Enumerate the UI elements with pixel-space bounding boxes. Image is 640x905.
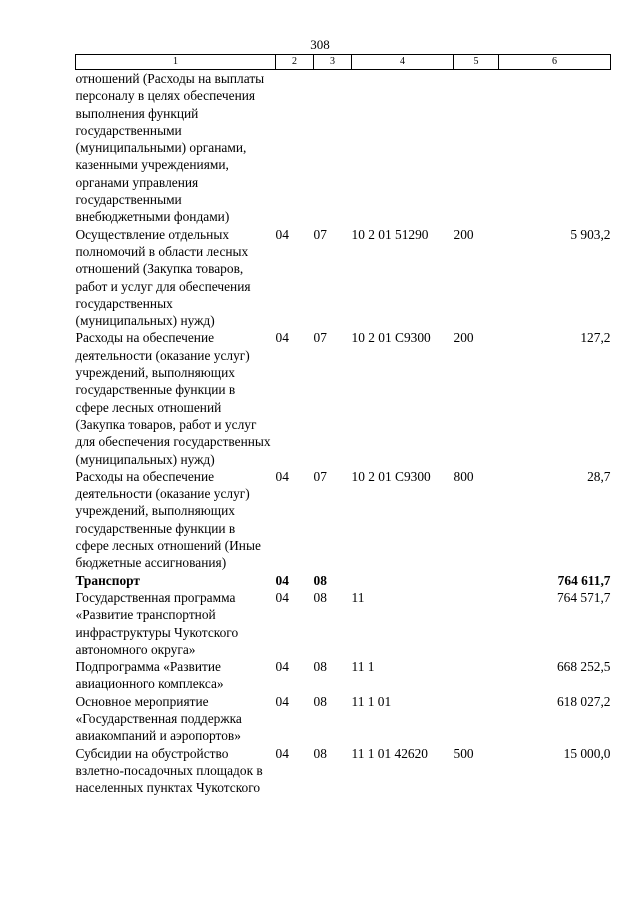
row-section-code: 04 <box>275 693 289 709</box>
row-expense-type <box>454 693 499 745</box>
row-target-article: 10 2 01 С9300 <box>351 330 431 346</box>
row-subsection-code: 08 <box>313 693 327 709</box>
row-expense-type <box>454 658 499 693</box>
table-row <box>76 226 611 330</box>
row-section-code: 04 <box>275 226 289 242</box>
row-amount: 764 611,7 <box>557 572 611 588</box>
row-target-article: 11 1 01 <box>351 693 392 709</box>
header-col-2: 2 <box>276 55 314 70</box>
row-name: отношений (Расходы на выплаты персоналу в целях обеспечения выполнения функций государственными (муниципальными) органами, казенными учреждениями, органами управления государственными внебюджетными фондами) <box>75 71 265 225</box>
row-expense-type: 200 <box>453 330 474 346</box>
row-name: Подпрограмма «Развитие авиационного комплекса» <box>75 659 224 692</box>
row-subsection-code: 08 <box>313 659 327 675</box>
row-subsection-code: 08 <box>313 572 327 588</box>
row-section-code: 04 <box>275 659 289 675</box>
row-amount: 5 903,2 <box>570 226 611 242</box>
row-name: Расходы на обеспечение деятельности (оказание услуг) учреждений, выполняющих государственные функции в сфере лесных отношений (Иные бюджетные ассигнования) <box>75 468 261 571</box>
header-col-6: 6 <box>499 55 611 70</box>
row-subsection-code: 07 <box>313 468 327 484</box>
row-target-article: 11 <box>351 589 365 605</box>
row-subsection-code: 07 <box>313 330 327 346</box>
row-target-article: 11 1 01 42620 <box>351 745 428 761</box>
row-amount: 618 027,2 <box>556 693 611 709</box>
row-amount: 764 571,7 <box>556 589 611 605</box>
row-section-code: 04 <box>275 330 289 346</box>
row-expense-type: 800 <box>453 468 474 484</box>
header-col-1: 1 <box>76 55 276 70</box>
row-expense-type <box>454 70 499 226</box>
row-target-article <box>352 70 454 226</box>
header-col-4: 4 <box>352 55 454 70</box>
row-name: Субсидии на обустройство взлетно-посадочных площадок в населенных пунктах Чукотского <box>75 745 263 796</box>
row-subsection-code: 08 <box>313 589 327 605</box>
table-row <box>76 745 611 797</box>
table-row <box>76 329 611 467</box>
row-name: Транспорт <box>75 572 140 588</box>
row-subsection-code <box>314 70 352 226</box>
row-expense-type <box>454 572 499 589</box>
page-number: 308 <box>310 37 330 52</box>
row-amount: 668 252,5 <box>556 659 611 675</box>
table-body <box>76 70 611 797</box>
row-subsection-code: 08 <box>313 745 327 761</box>
row-section-code: 04 <box>275 572 289 588</box>
header-col-3: 3 <box>314 55 352 70</box>
row-name: Осуществление отдельных полномочий в области лесных отношений (Закупка товаров, работ и услуг для обеспечения государственных (муниципальных) нужд) <box>75 226 251 329</box>
header-col-5: 5 <box>454 55 499 70</box>
table-row <box>76 589 611 658</box>
row-target-article <box>352 572 454 589</box>
row-subsection-code: 07 <box>313 226 327 242</box>
row-amount: 28,7 <box>587 468 611 484</box>
row-expense-type: 200 <box>453 226 474 242</box>
row-name: Основное мероприятие «Государственная поддержка авиакомпаний и аэропортов» <box>75 693 242 744</box>
table-row <box>76 572 611 589</box>
row-target-article: 11 1 <box>351 659 375 675</box>
row-name: Государственная программа «Развитие транспортной инфраструктуры Чукотского автономного округа» <box>75 589 239 657</box>
row-section-code <box>276 70 314 226</box>
row-section-code: 04 <box>275 468 289 484</box>
budget-table <box>75 54 611 796</box>
row-target-article: 10 2 01 С9300 <box>351 468 431 484</box>
row-section-code: 04 <box>275 745 289 761</box>
row-expense-type <box>454 589 499 658</box>
table-row <box>76 693 611 745</box>
row-expense-type: 500 <box>453 745 474 761</box>
table-row <box>76 658 611 693</box>
row-amount: 127,2 <box>580 330 611 346</box>
row-amount <box>499 70 611 226</box>
table-header <box>76 55 611 70</box>
row-target-article: 10 2 01 51290 <box>351 226 429 242</box>
row-section-code: 04 <box>275 589 289 605</box>
table-row <box>76 70 611 226</box>
table-row <box>76 468 611 572</box>
row-amount: 15 000,0 <box>563 745 611 761</box>
row-name: Расходы на обеспечение деятельности (оказание услуг) учреждений, выполняющих государственные функции в сфере лесных отношений (Закупка товаров, работ и услуг для обеспечения государственных (муниципальных) нужд) <box>75 330 271 467</box>
